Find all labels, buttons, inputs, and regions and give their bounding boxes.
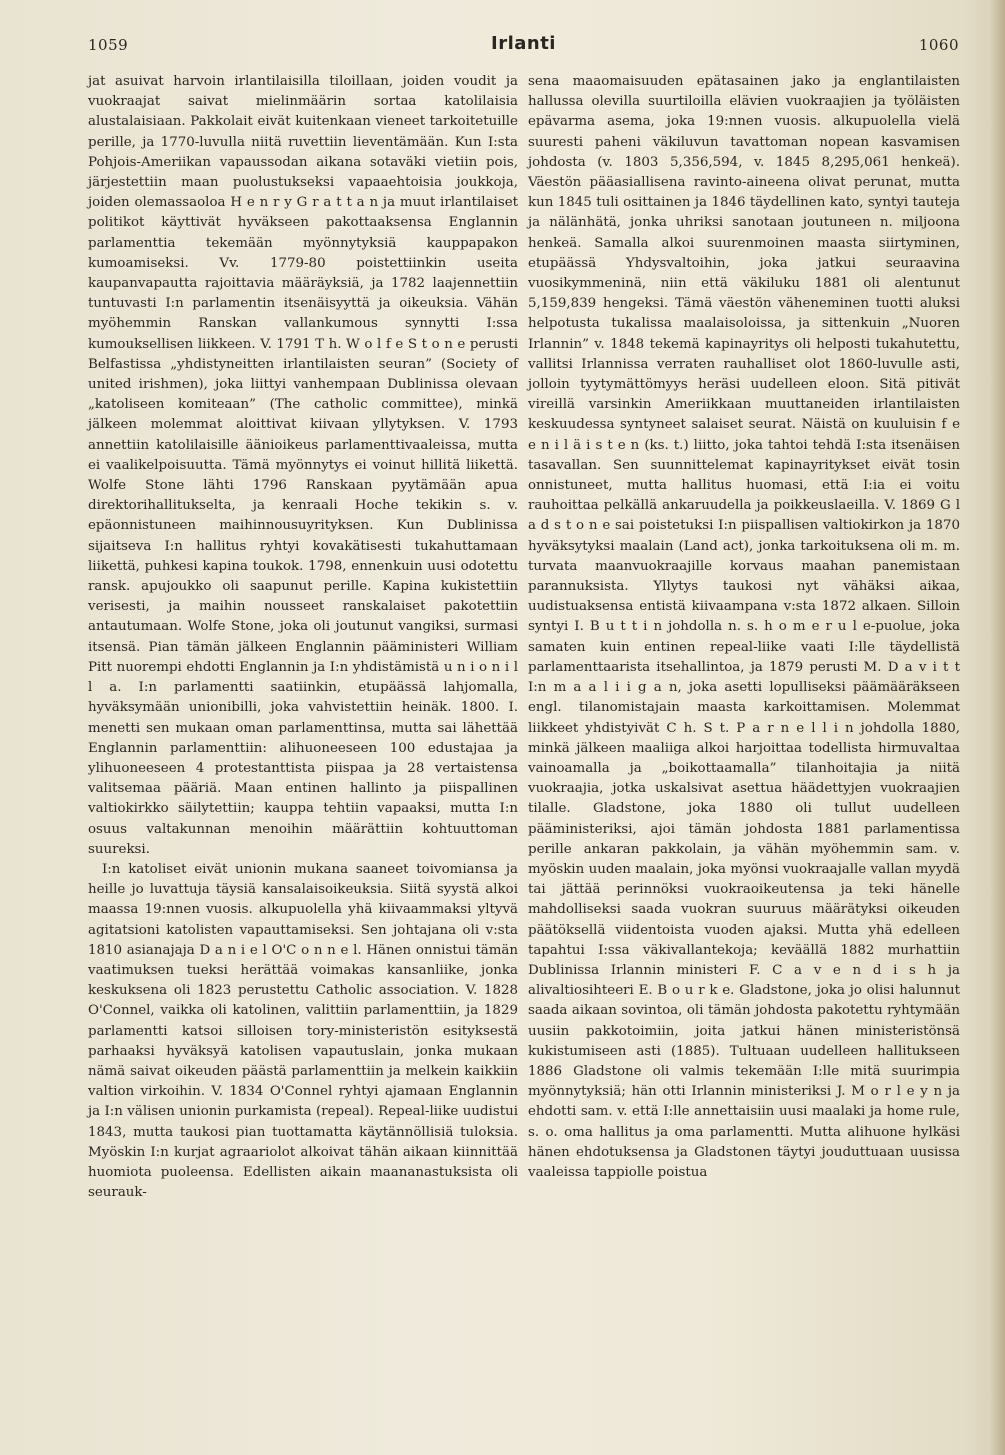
right-page-number: 1060 <box>918 36 959 54</box>
left-page-number: 1059 <box>88 36 129 54</box>
paragraph: sena maaomaisuuden epätasainen jako ja englantilaisten hallussa olevilla suurtiloilla elävien vuokraajien ja työläisten epävarma asema, joka 19:nnen vuosis. alkupuolella vielä suuresti paheni väkiluvun tavattoman nopean kasvamisen johdosta (v. 1803 5,356,594, v. 1845 8,295,061 henkeä). Väestön pääasiallisena ravinto-aineena olivat perunat, mutta kun 1845 tuli osittainen ja 1846 täydellinen kato, syntyi tauteja ja nälänhätä, jonka uhriksi sanotaan joutuneen n. miljoona henkeä. Samalla alkoi suurenmoinen maasta siirtyminen, etupäässä Yhdysvaltoihin, joka jatkui seuraavina vuosikymmeninä, niin että väkiluku 1881 oli alentunut 5,159,839 hengeksi. Tämä väestön väheneminen tuotti aluksi helpotusta tukalissa maalaisoloissa, ja sittenkuin „Nuoren Irlannin” v. 1848 tekemä kapinayritys oli helposti tukahutettu, vallitsi Irlannissa verraten rauhalliset olot 1860-luvulle asti, jolloin tyytymättömyys heräsi uudelleen eloon. Sitä pitivät vireillä varsinkin Ameriikkaan muuttaneiden irlantilaisten keskuudessa syntyneet salaiset seurat. Näistä on kuuluisin f e e n i l ä i s t e n (ks. t.) liitto, joka tahtoi tehdä I:sta itsenäisen tasavallan. Sen suunnittelemat kapinayritykset eivät tosin onnistuneet, mutta hallitus huomasi, että I:ia ei voitu rauhoittaa pelkällä ankaruudella ja poikkeuslaeilla. V. 1869 G l a d s t o n e sai poistetuksi I:n piispallisen valtiokirkon ja 1870 hyväksytyksi maalain (Land act), jonka tarkoituksena oli m. m. turvata maanvuokraajille korvaus maahan panemistaan parannuksista. Yllytys taukosi nyt vähäksi aikaa, uudistuaksensa entistä kiivaampana v:sta 1872 alkaen. Silloin syntyi I. B u t t i n johdolla n. s. h o m e r u l e-puolue, joka samaten kuin entinen repeal-liike vaati I:lle täydellistä parlamenttaarista itsehallintoa, ja 1879 perusti M. D a v i t t I:n m a a l i i g a n, joka asetti lopulliseksi päämääräkseen engl. tilanomistajain maasta karkoittamisen. Molemmat liikkeet yhdistyivät C h. S t. P a r n e l l i n johdolla 1880, minkä jälkeen maaliiga alkoi harjoittaa todellista hirmuvaltaa vainoamalla ja „boikottaamalla” tilanhoitajia ja niitä vuokraajia, jotka uskalsivat asettua häädettyjen vuokraajien tilalle. Gladstone, joka 1880 oli tullut uudelleen pääministeriksi, ajoi tämän johdosta 1881 parlamentissa perille ankaran pakkolain, ja vähän myöhemmin sam. v. myöskin uuden maalain, joka myönsi vuokraajalle vallan myydä tai jättää perinnöksi vuokraoikeutensa ja teki hänelle mahdolliseksi saada vuokran suuruus määrätyksi oikeuden päätöksellä viidentoista vuoden ajaksi. Mutta yhä edelleen tapahtui I:ssa väkivallantekoja; keväällä 1882 murhattiin Dublinissa Irlannin ministeri F. C a v e n d i s h ja alivaltiosihteeri E. B o u r k e. Gladstone, joka jo olisi halunnut saada aikaan sovintoa, oli tämän johdosta pakotettu ryhtymään uusiin pakkotoimiin, joita jatkui hänen ministeristönsä kukistumiseen asti (1885). Tultuaan uudelleen hallitukseen 1886 Gladstone oli valmis tekemään I:lle mitä suurimpia myönnytyksiä; hän otti Irlannin ministeriksi J. M o r l e y n ja ehdotti sam. v. että I:lle annettaisiin uusi maalaki ja home rule, s. o. oma hallitus ja oma parlamentti. Mutta alihuone hylkäsi hänen ehdotuksensa ja Gladstonen täytyi jouduttuaan uusissa vaaleissa tappiolle poistua <box>528 74 960 1180</box>
paragraph: I:n katoliset eivät unionin mukana saaneet toivomiansa ja heille jo luvattuja täysiä kansalaisoikeuksia. Siitä syystä alkoi maassa 19:nnen vuosis. alkupuolella yhä kiivaammaksi yltyvä agitatsioni katolisten vapauttamiseksi. Sen johtajana oli v:sta 1810 asianajaja D a n i e l O'C o n n e l. Hänen onnistui tämän vaatimuksen tueksi herättää voimakas kansanliike, jonka keskuksena oli 1823 perustettu Catholic association. V. 1828 O'Connel, vaikka oli katolinen, valittiin parlamenttiin, ja 1829 parlamentti katsoi silloisen tory-ministeristön esityksestä parhaaksi hyväksyä katolisen vapautuslain, jonka mukaan nämä saivat oikeuden päästä parlamenttiin ja melkein kaikkiin valtion virkoihin. V. 1834 O'Connel ryhtyi ajamaan Englannin ja I:n välisen unionin purkamista (repeal). Repeal-liike uudistui 1843, mutta taukosi pian tuottamatta käytännöllisiä tuloksia. Myöskin I:n kurjat agraariolot alkoivat tähän aikaan kiinnittää huomiota puoleensa. Edellisten aikain maananastuksista oli seurauk- <box>88 861 518 1201</box>
paragraph: jat asuivat harvoin irlantilaisilla tiloillaan, joiden voudit ja vuokraajat saivat mielinmäärin sortaa katolilaisia alustalaisiaan. Pakkolait eivät kuitenkaan vieneet tarkoitetuille perille, ja 1770-luvulla niitä ruvettiin lieventämään. Kun I:sta Pohjois-Ameriikan vapaussodan aikana sotaväki vietiin pois, järjestettiin maan puolustukseksi vapaaehtoisia joukkoja, joiden olemassaoloa H e n r y G r a t t a n ja muut irlantilaiset politikot käyttivät hyväkseen pakottaaksensa Englannin parlamenttia tekemään myönnytyksiä kauppapakon kumoamiseksi. Vv. 1779-80 poistettiinkin useita kaupanvapautta rajoittavia määräyksiä, ja 1782 laajennettiin tuntuvasti I:n parlamentin itsenäisyyttä ja oikeuksia. Vähän myöhemmin Ranskan vallankumous synnytti I:ssa kumouksellisen liikkeen. V. 1791 T h. W o l f e S t o n e perusti Belfastissa „yhdistyneitten irlantilaisten seuran” (Society of united irishmen), joka liittyi vanhempaan Dublinissa olevaan „katoliseen komiteaan” (The catholic committee), minkä jälkeen molemmat aloittivat kiivaan yllytyksen. V. 1793 annettiin katolilaisille äänioikeus parlamenttivaaleissa, mutta ei vaalikelpoisuutta. Tämä myönnytys ei voinut hillitä liikettä. Wolfe Stone lähti 1796 Ranskaan pyytämään apua direktorihallitukselta, ja kenraali Hoche tekikin s. v. epäonnistuneen maihinnousuyrityksen. Kun Dublinissa sijaitseva I:n hallitus ryhtyi kovakätisesti tukahuttamaan liikettä, puhkesi kapina toukok. 1798, ennenkuin uusi odotettu ransk. apujoukko oli saapunut perille. Kapina kukistettiin verisesti, ja maihin nousseet ranskalaiset pakotettiin antautumaan. Wolfe Stone, joka oli joutunut vangiksi, surmasi itsensä. Pian tämän jälkeen Englannin pääministeri William Pitt nuorempi ehdotti Englannin ja I:n yhdistämistä u n i o n i l l a. I:n parlamentti saatiinkin, etupäässä lahjomalla, hyväksymään unionibilli, joka vahvistettiin heinäk. 1800. I. menetti sen mukaan oman parlamenttinsa, mutta sai lähettää Englannin parlamenttiin: alihuoneeseen 100 edustajaa ja ylihuoneeseen 4 protestanttista piispaa ja 28 vertaistensa valitsemaa pääriä. Maan entinen hallinto ja piispallinen valtiokirkko säilytettiin; kauppa tehtiin vapaaksi, mutta I:n osuus valtakunnan menoihin määrättiin kohtuuttoman suureksi. <box>88 74 518 857</box>
left-column <box>88 72 518 1203</box>
running-title: Irlanti <box>491 33 556 54</box>
page-edge <box>991 0 1005 1455</box>
page-header <box>88 30 959 60</box>
right-column <box>528 72 960 1183</box>
